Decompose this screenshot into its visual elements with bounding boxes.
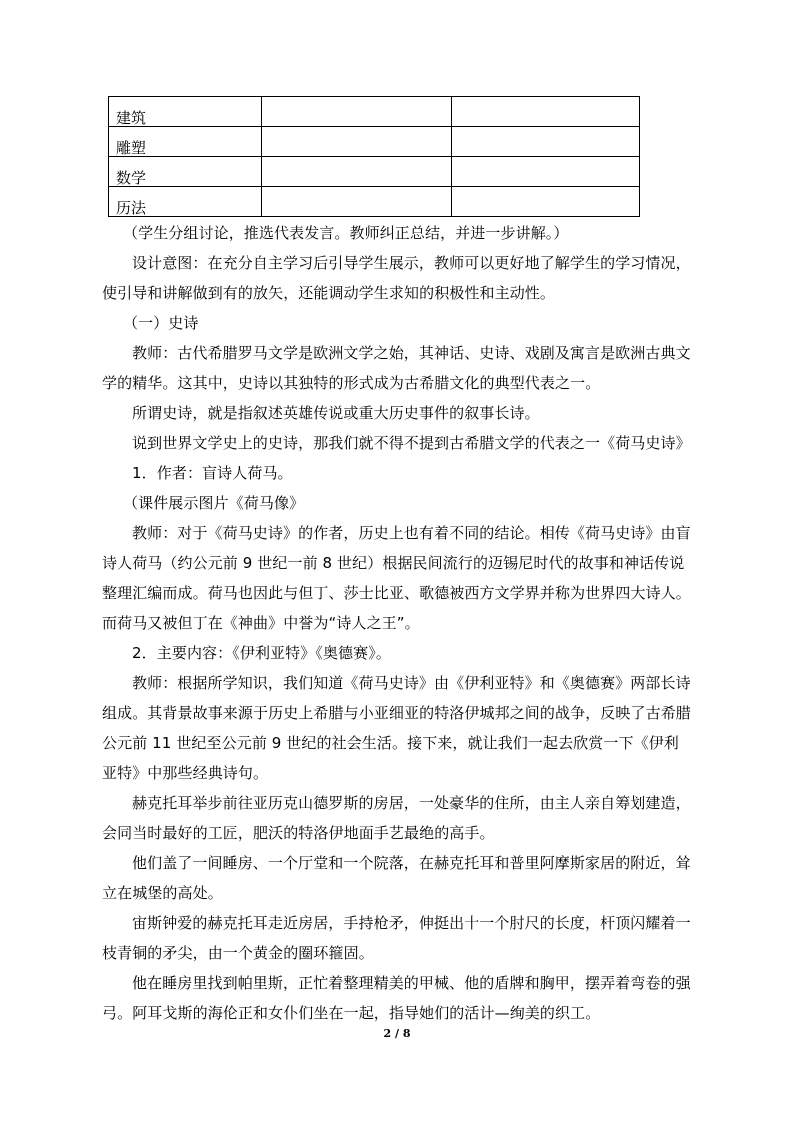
poem-paragraph: 宙斯钟爱的赫克托耳走近房居，手持枪矛，伸挺出十一个肘尺的长度，杆顶闪耀着一枝青铜的矛尖，由一个黄金的圈环箍固。 (102, 914, 691, 962)
table-cell (262, 187, 452, 217)
table-cell (452, 97, 640, 127)
paragraph-note: （学生分组讨论，推选代表发言。教师纠正总结，并进一步讲解。） (123, 224, 569, 242)
body-text (102, 218, 692, 1028)
paragraph-content: 2．主要内容：《伊利亚特》《奥德赛》。 (132, 644, 391, 662)
table-cell (452, 127, 640, 157)
table-cell-label: 数学 (109, 157, 262, 187)
table-cell (262, 97, 452, 127)
table-cell (452, 187, 640, 217)
page-number: 2 / 8 (383, 1027, 411, 1040)
poem-paragraph: 他们盖了一间睡房、一个厅堂和一个院落，在赫克托耳和普里阿摩斯家居的附近，耸立在城堡的高处。 (102, 854, 691, 902)
poem-paragraph: 他在睡房里找到帕里斯，正忙着整理精美的甲械、他的盾牌和胸甲，摆弄着弯卷的强弓。阿耳戈斯的海伦正和女仆们坐在一起，指导她们的活计—绚美的织工。 (102, 974, 691, 1022)
paragraph: 说到世界文学史上的史诗，那我们就不得不提到古希腊文学的代表之一《荷马史诗》 (132, 434, 691, 452)
paragraph-author: 1．作者：盲诗人荷马。 (132, 464, 293, 482)
table-cell-label: 历法 (109, 187, 262, 217)
paragraph: 教师：古代希腊罗马文学是欧洲文学之始，其神话、史诗、戏剧及寓言是欧洲古典文学的精华。这其中，史诗以其独特的形式成为古希腊文化的典型代表之一。 (102, 344, 691, 392)
paragraph-design-intent: 设计意图：在充分自主学习后引导学生展示，教师可以更好地了解学生的学习情况，使引导和讲解做到有的放矢，还能调动学生求知的积极性和主动性。 (102, 254, 691, 302)
table-cell (262, 127, 452, 157)
paragraph: 教师：对于《荷马史诗》的作者，历史上也有着不同的结论。相传《荷马史诗》由盲诗人荷马（约公元前 9 世纪一前 8 世纪）根据民间流行的迈锡尼时代的故事和神话传说整理汇编而成。荷马也因此与但丁、莎士比亚、歌德被西方文学界并称为世界四大诗人。而荷马又被但丁在《神曲》中誉为“诗人之王”。 (102, 524, 691, 632)
paragraph: 所谓史诗，就是指叙述英雄传说或重大历史事件的叙事长诗。 (132, 404, 540, 422)
table-row (109, 127, 640, 157)
table-cell-label: 建筑 (109, 97, 262, 127)
table-cell (262, 157, 452, 187)
paragraph-note: （课件展示图片《荷马像》 (123, 494, 305, 512)
subject-table (108, 96, 640, 217)
table-cell-label: 雕塑 (109, 127, 262, 157)
table-row (109, 187, 640, 217)
section-heading-epic: （一）史诗 (123, 314, 199, 332)
paragraph: 教师：根据所学知识，我们知道《荷马史诗》由《伊利亚特》和《奥德赛》两部长诗组成。其背景故事来源于历史上希腊与小亚细亚的特洛伊城邦之间的战争，反映了古希腊公元前 11 世纪至公元前 9 世纪的社会生活。接下来，就让我们一起去欣赏一下《伊利亚特》中那些经典诗句。 (102, 674, 691, 782)
poem-paragraph: 赫克托耳举步前往亚历克山德罗斯的房居，一处豪华的住所，由主人亲自筹划建造，会同当时最好的工匠，肥沃的特洛伊地面手艺最绝的高手。 (102, 794, 691, 842)
table-row (109, 97, 640, 127)
table-cell (452, 157, 640, 187)
table-row (109, 157, 640, 187)
